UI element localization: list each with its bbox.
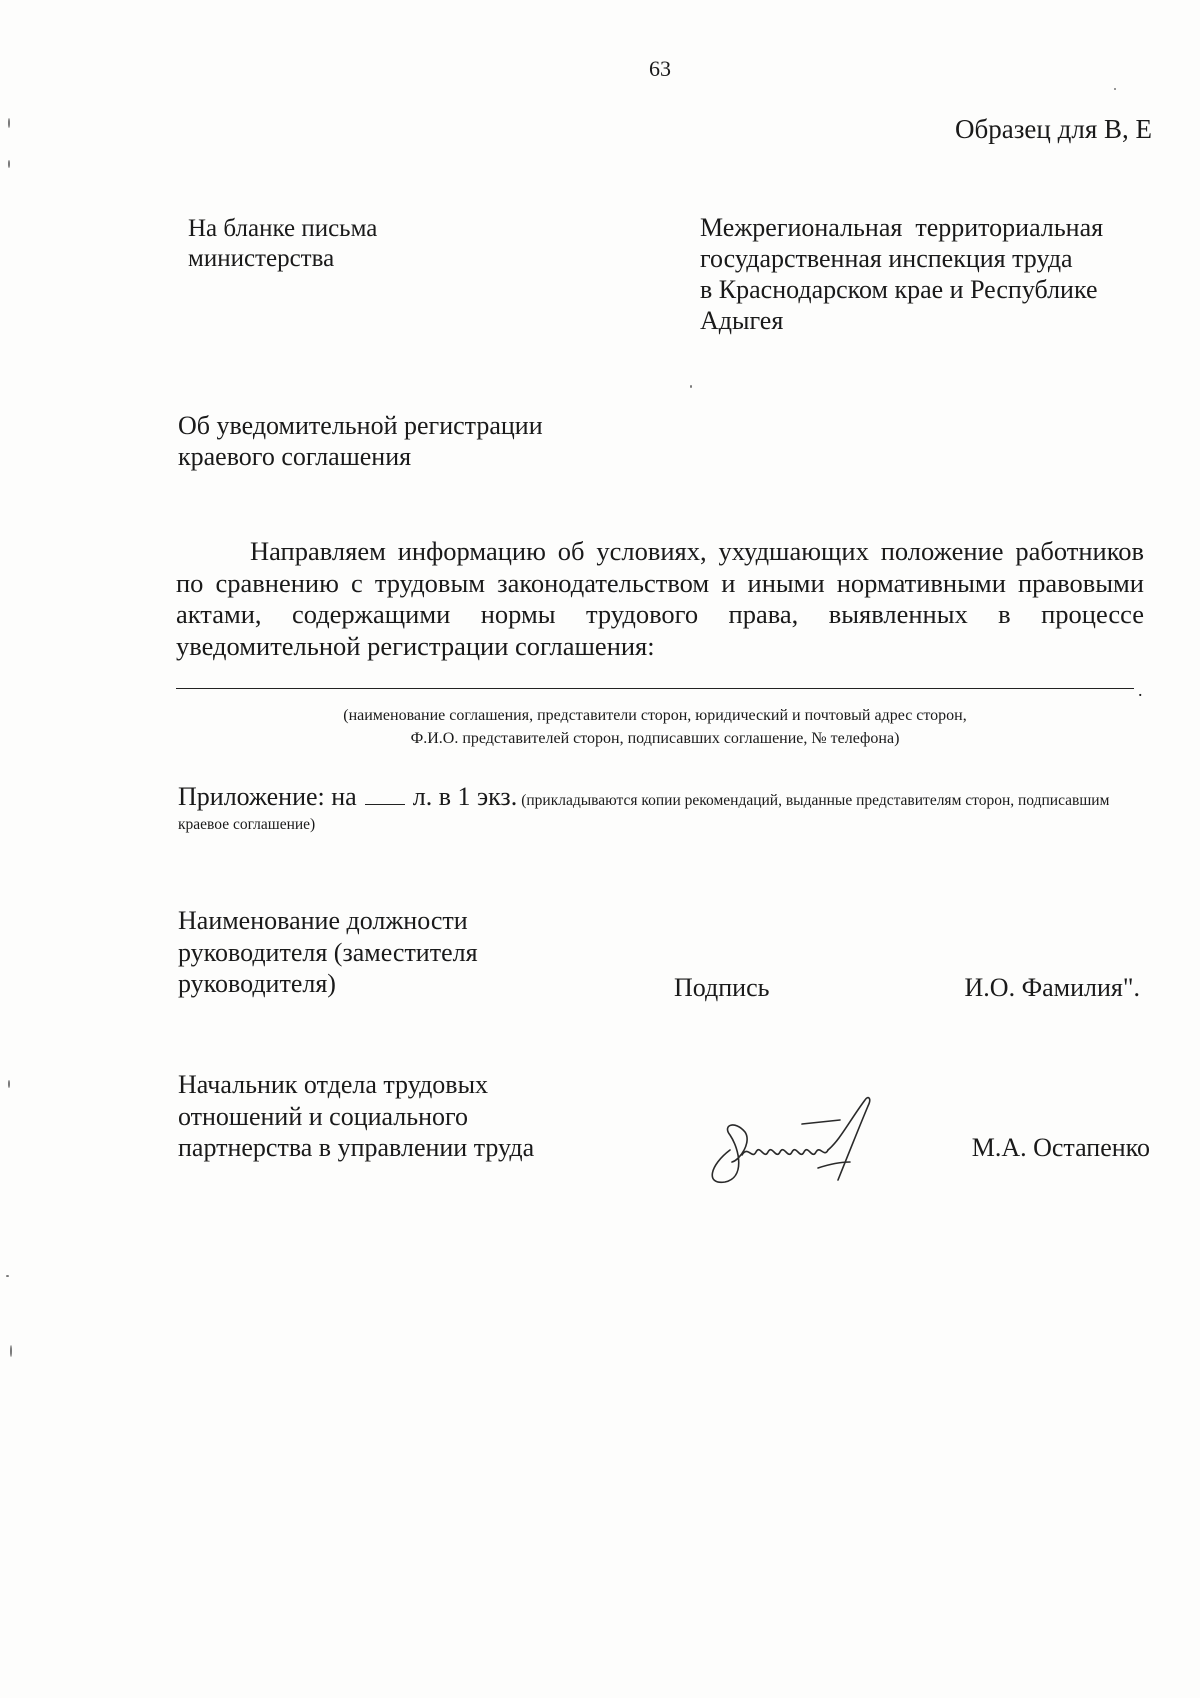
template-position-title [178, 905, 478, 1000]
attachment-suffix: л. в 1 экз. [412, 782, 518, 811]
fill-in-line [176, 688, 1134, 689]
signature-label: Подпись [674, 973, 770, 1002]
attachment-pages-blank [365, 804, 405, 805]
fill-in-caption-line: Ф.И.О. представителей сторон, подписавших соглашение, № телефона) [410, 730, 900, 747]
template-position-line: руководителя (заместителя [178, 937, 478, 967]
subject-line: Об уведомительной регистрации [178, 411, 543, 440]
scan-speck [8, 118, 10, 128]
subject-line: краевого соглашения [178, 442, 412, 471]
addressee-line: в Краснодарском крае и Республике [700, 275, 1098, 304]
fill-in-caption-line: (наименование соглашения, представители сторон, юридический и почтовый адрес сторон, [343, 707, 967, 724]
addressee-line: Адыгея [700, 306, 784, 335]
scan-speck [10, 1345, 12, 1357]
sample-label: Образец для В, Е [955, 114, 1152, 144]
page-number: 63 [649, 56, 671, 81]
subject-heading [178, 410, 543, 472]
handwritten-signature [700, 1090, 890, 1190]
letterhead-note-line: министерства [188, 245, 335, 272]
signer-position [178, 1069, 534, 1164]
signer-position-line: партнерства в управлении труда [178, 1133, 535, 1162]
template-signer-name: И.О. Фамилия". [964, 973, 1140, 1002]
body-paragraph: Направляем информацию об условиях, ухудшающих положение работников по сравнению с трудовым законодательством и иными нормативными правовыми актами, содержащими нормы трудового права, выявленных в процессе уведомительной регистрации соглашения: [176, 536, 1144, 661]
addressee-line: Межрегиональная территориальная [700, 213, 1104, 242]
template-position-line: Наименование должности [178, 906, 468, 935]
attachment-note [178, 782, 1144, 837]
attachment-prefix: Приложение: на [178, 782, 357, 811]
scan-speck [6, 1275, 9, 1277]
signer-position-line: отношений и социального [178, 1101, 469, 1131]
addressee-block [700, 212, 1160, 336]
template-position-line: руководителя) [178, 969, 336, 998]
addressee-line: государственная инспекция труда [700, 244, 1073, 273]
fill-in-caption [176, 704, 1134, 750]
scan-speck [8, 160, 10, 168]
attachment-remark: (прикладываются копии рекомендаций, выданные представителям сторон, подписавшим краевое соглашение) [178, 792, 1110, 833]
fill-in-period: . [1138, 680, 1143, 700]
scan-speck [1114, 88, 1116, 90]
letterhead-note-line: На бланке письма [188, 215, 378, 242]
letterhead-note [188, 214, 377, 274]
scan-speck [690, 385, 692, 388]
scan-speck [8, 1080, 10, 1088]
signer-position-line: Начальник отдела трудовых [178, 1070, 489, 1099]
signer-name: М.А. Остапенко [971, 1133, 1150, 1162]
